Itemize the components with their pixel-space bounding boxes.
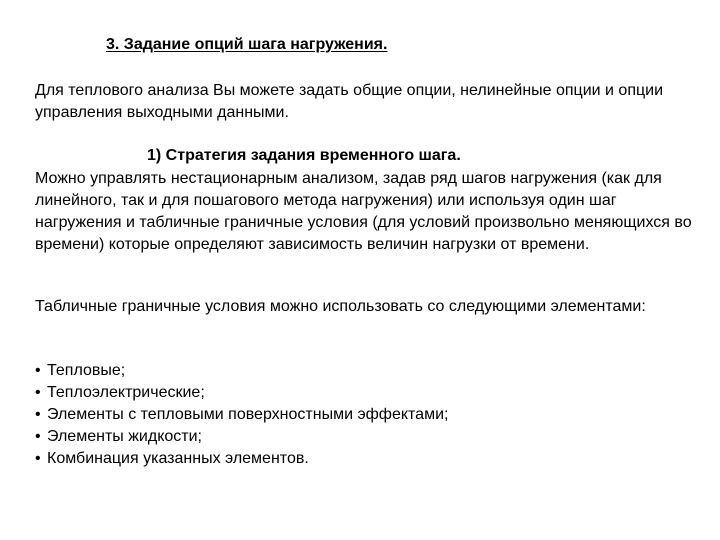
bullet-marker: •: [35, 362, 41, 379]
list-item-text: Элементы жидкости;: [47, 428, 202, 445]
list-item-text: Элементы с тепловыми поверхностными эффектами;: [47, 406, 449, 423]
list-item: [35, 448, 695, 470]
list-item-text: Комбинация указанных элементов.: [47, 450, 309, 467]
list-item: [35, 404, 695, 426]
element-type-list: [35, 360, 695, 470]
bullet-marker: •: [35, 450, 41, 467]
list-item-text: Тепловые;: [47, 362, 126, 379]
tabular-conditions-paragraph: Табличные граничные условия можно использовать со следующими элементами:: [35, 298, 646, 315]
list-item: [35, 360, 695, 382]
list-item: [35, 382, 695, 404]
intro-paragraph: Для теплового анализа Вы можете задать общие опции, нелинейные опции и опции управления выходными данными.: [35, 82, 664, 121]
list-item-text: Теплоэлектрические;: [47, 384, 205, 401]
bullet-marker: •: [35, 406, 41, 423]
bullet-marker: •: [35, 384, 41, 401]
bullet-marker: •: [35, 428, 41, 445]
section-heading: 3. Задание опций шага нагружения.: [106, 36, 388, 53]
strategy-paragraph: Можно управлять нестационарным анализом, задав ряд шагов нагружения (как для линейного, так и для пошагового метода нагружения) или используя один шаг нагружения и табличные граничные условия (для условий произвольно меняющихся во времени) которые определяют зависимость величин нагрузки от времени.: [35, 170, 692, 253]
list-item: [35, 426, 695, 448]
strategy-subheading: 1) Стратегия задания временного шага.: [147, 147, 461, 164]
